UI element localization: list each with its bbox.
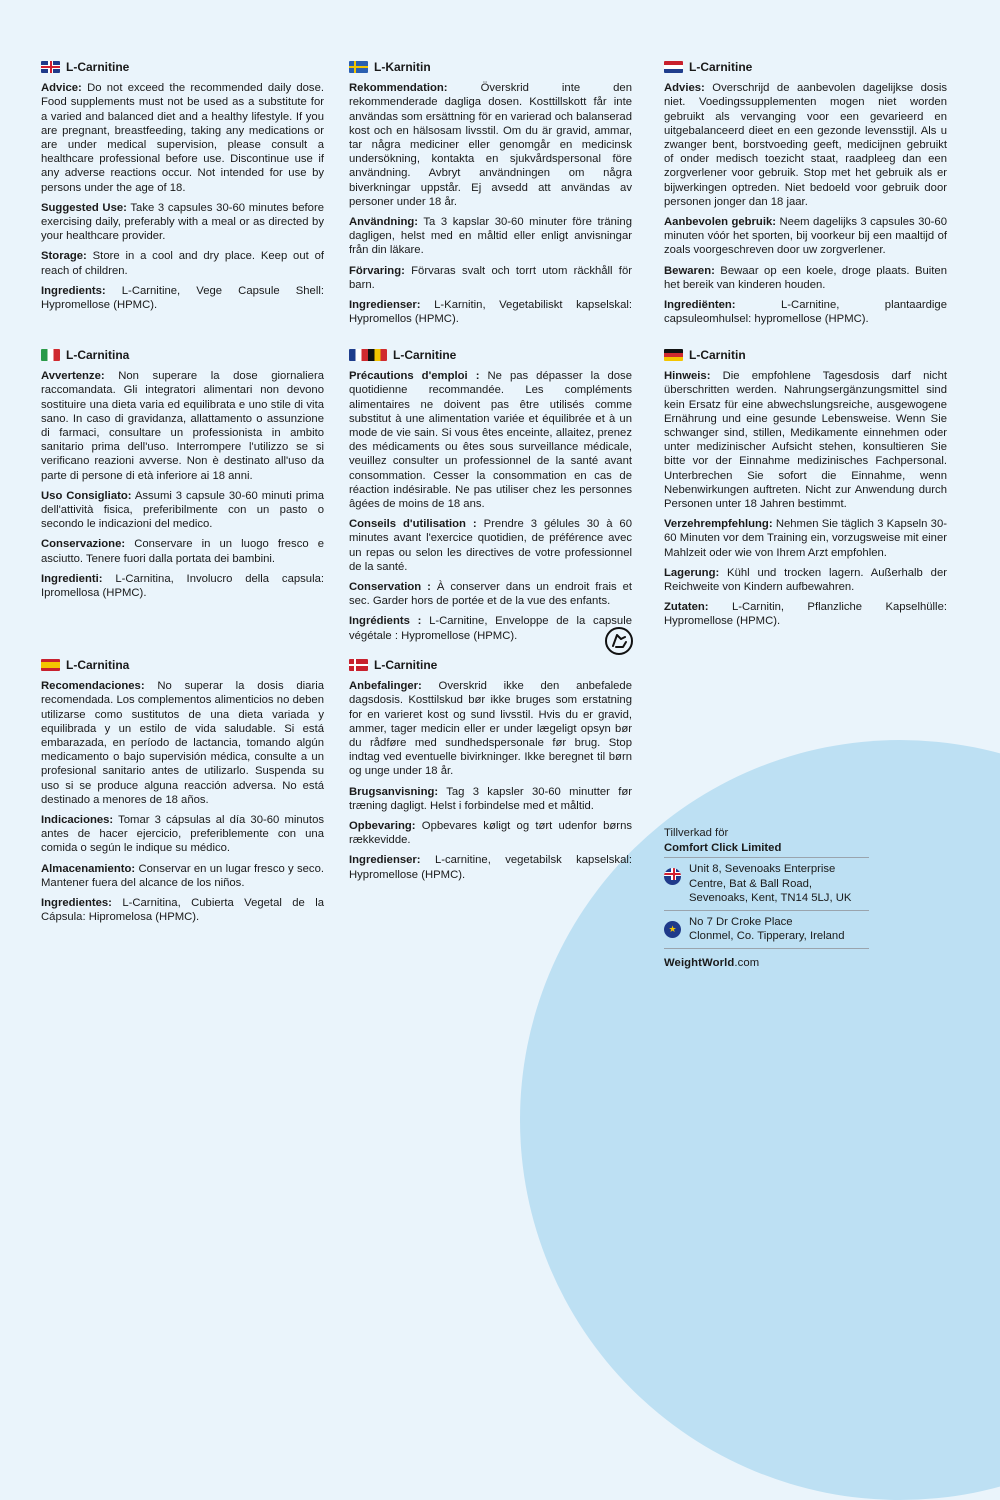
section-paragraph [41,679,324,807]
section-paragraph [664,264,947,292]
paragraph-text: L-Carnitin, Pflanzliche Kapselhülle: Hypromellose (HPMC). [664,601,947,628]
section-paragraph [664,215,947,258]
section-paragraph [349,264,632,292]
section-heading [41,348,324,362]
section-title: L-Carnitine [66,60,130,74]
address-line: Clonmel, Co. Tipperary, Ireland [689,930,845,942]
paragraph-label: Ingredienti: [41,572,103,585]
paragraph-text: Neem dagelijks 3 capsules 30-60 minuten vóór het sporten, bij voorkeur bij een maaltijd of zoals voorgeschreven door uw zorgverlener. [664,216,947,257]
section-title: L-Carnitine [374,658,438,672]
paragraph-text: L-carnitine, vegetabilsk kapselskal: Hypromellose (HPMC). [349,854,632,881]
section-paragraph [41,572,324,600]
paragraph-text: À conserver dans un endroit frais et sec. Garder hors de portée et de la vue des enfants. [349,581,632,608]
section-heading [41,658,324,672]
section-paragraph [349,785,632,813]
paragraph-label: Bewaren: [664,264,715,277]
paragraph-label: Avvertenze: [41,370,105,383]
paragraph-label: Advies: [664,82,705,95]
section-title: L-Carnitina [66,348,130,362]
paragraph-label: Hinweis: [664,370,711,383]
se-flag-icon [349,61,368,73]
recycle-icon [604,626,634,656]
section-paragraph [664,566,947,594]
paragraph-label: Lagerung: [664,566,720,579]
section-en [41,60,324,318]
address-line: Sevenoaks, Kent, TN14 5LJ, UK [689,892,852,904]
paragraph-text: Förvaras svalt och torrt utom räckhåll för barn. [349,264,632,291]
paragraph-label: Ingredienser: [349,299,421,312]
section-paragraph [41,862,324,890]
paragraph-text: Die empfohlene Tagesdosis darf nicht überschritten werden. Nahrungsergänzungsmittel sind kein Ersatz für eine abwechslungsreiche, ausgewogene Ernährung und eine gesunde Lebensweise. Wenn Sie schwanger sind, stillen, Medikamente einnehmen oder unter medizinischer Aufsicht stehen, konsultieren Sie bitte vor der Einnahme medizinisches Fachpersonal. Unterbrechen Sie sofort die Einnahme, wenn Nebenwirkungen auftreten. Nicht zur Anwendung durch Personen unter 18 Jahren bestimmt. [664,370,947,511]
uk-flag-icon [664,868,681,885]
paragraph-label: Précautions d'emploi : [349,370,480,383]
paragraph-text: Overskrid ikke den anbefalede dagsdosis. Kosttilskud bør ikke bruges som erstatning for en varieret kost og sund livsstil. Hvis du er gravid, ammer, tager medicin eller er under lægeligt opsyn bør du rådføre med sundhedspersonale før brug. Stop indtag ved eventuelle bivirkninger. Ikke beregnet til børn og unge under 18 år. [349,680,632,778]
section-paragraph [664,600,947,628]
section-paragraph [349,517,632,574]
paragraph-text: Do not exceed the recommended daily dose. Food supplements must not be used as a substitute for a varied and balanced diet and a healthy lifestyle. If you are pregnant, breastfeeding, taking any medications or are under medical supervision, please consult a healthcare professional before use. Discontinue use if any adverse reactions occur. Not intended for use by persons under the age of 18. [41,82,324,194]
section-paragraph [41,896,324,924]
paragraph-label: Conservation : [349,581,431,594]
paragraph-label: Suggested Use: [41,201,127,214]
paragraph-text: Non superare la dose giornaliera raccomandata. Gli integratori alimentari non devono sostituire una dieta varia ed equilibrata e uno stile di vita sano. In caso di gravidanza, allattamento o assunzione di farmaci, consultare un professionista in ambito sanitario prima dell'uso. Interrompere l'utilizzo se si verificano reazioni avverse. Non è destinato all'uso da parte di persone di età inferiore ai 18 anni. [41,370,324,482]
paragraph-label: Ingredientes: [41,897,112,910]
paragraph-text: Ta 3 kapslar 30-60 minuter före träning dagligen, helst med en måltid eller enligt anvisningar från din läkare. [349,216,632,257]
section-paragraph [349,614,632,642]
section-heading [349,348,632,362]
section-paragraph [349,679,632,778]
manufacturer-label: Tillverkad för [664,827,729,839]
dk-flag-icon [349,659,368,671]
paragraph-text: Ne pas dépasser la dose quotidienne recommandée. Les compléments alimentaires ne doivent pas être utilisés comme substitut à une alimentation variée et équilibrée et à un mode de vie sain. Si vous êtes enceinte, allaitez, prenez des médicaments ou êtes sous surveillance médicale, veuillez consulter un professionnel de la santé avant consommation. Cesser la consommation en cas de réaction indésirable. Ne pas utiliser chez les personnes âgées de moins de 18 ans. [349,370,632,511]
manufacturer-block [664,826,869,970]
paragraph-text: L-Carnitine, plantaardige capsuleomhulsel: hypromellose (HPMC). [664,299,947,326]
section-title: L-Carnitina [66,658,130,672]
paragraph-text: Kühl und trocken lagern. Außerhalb der Reichweite von Kindern aufbewahren. [664,566,947,594]
section-paragraph [664,369,947,511]
paragraph-label: Conseils d'utilisation : [349,518,477,531]
section-paragraph [41,369,324,483]
section-paragraph [664,298,947,326]
address-line: Centre, Bat & Ball Road, [689,877,813,890]
section-es [41,658,324,930]
website-rest: .com [734,956,760,969]
paragraph-label: Almacenamiento: [41,862,136,875]
paragraph-text: L-Karnitin, Vegetabiliskt kapselskal: Hypromellos (HPMC). [349,299,632,326]
paragraph-label: Storage: [41,250,87,263]
section-paragraph [349,298,632,326]
section-paragraph [41,489,324,532]
section-heading [349,658,632,672]
paragraph-label: Ingredients: [41,284,106,297]
paragraph-text: Conservare in un luogo fresco e asciutto. Tenere fuori dalla portata dei bambini. [41,538,324,565]
section-heading [349,60,632,74]
section-heading [41,60,324,74]
uk-flag-icon [41,61,60,73]
paragraph-label: Opbevaring: [349,820,416,833]
paragraph-text: Tomar 3 cápsulas al día 30-60 minutos antes de hacer ejercicio, preferiblemente con una comida o según le indique su médico. [41,814,324,855]
section-title: L-Karnitin [374,60,431,74]
paragraph-text: Tag 3 kapsler 30-60 minutter før træning dagligt. Helst i forbindelse med et måltid. [349,785,632,812]
section-paragraph [41,81,324,195]
section-sv [349,60,632,332]
section-paragraph [349,819,632,847]
section-paragraph [349,369,632,511]
section-heading [664,60,947,74]
frbe-flag-icon [349,349,387,361]
it-flag-icon [41,349,60,361]
section-title: L-Carnitine [689,60,753,74]
paragraph-text: Conservar en un lugar fresco y seco. Mantener fuera del alcance de los niños. [41,862,324,889]
paragraph-label: Verzehrempfehlung: [664,518,773,531]
paragraph-label: Conservazione: [41,538,126,551]
paragraph-text: No superar la dosis diaria recomendada. Los complementos alimenticios no deben utilizarse como sustitutos de una dieta variada y equilibrada y un estilo de vida saludable. Si está embarazada, en período de lactancia, tomando algún medicamento o bajo supervisión médica, consulte a un profesional sanitario antes de utilizarlo. Suspenda su uso si se produce alguna reacción adversa. No está destinado a menores de 18 años. [41,680,324,806]
paragraph-label: Indicaciones: [41,814,114,827]
paragraph-label: Zutaten: [664,601,709,614]
section-paragraph [349,853,632,881]
nl-flag-icon [664,61,683,73]
paragraph-text: Nehmen Sie täglich 3 Kapseln 30-60 Minuten vor dem Training ein, vorzugsweise mit einer Mahlzeit oder wie von Ihrem Arzt empfohlen. [664,518,947,559]
section-paragraph [41,249,324,277]
section-fr [349,348,632,649]
paragraph-text: Take 3 capsules 30-60 minutes before exercising daily, preferably with a meal or as directed by your healthcare provider. [41,201,325,243]
section-paragraph [41,201,324,244]
section-paragraph [349,580,632,608]
section-it [41,348,324,606]
section-title: L-Carnitin [689,348,746,362]
section-paragraph [41,813,324,856]
paragraph-text: Store in a cool and dry place. Keep out of reach of children. [41,250,324,277]
paragraph-label: Recomendaciones: [41,680,145,693]
section-paragraph [349,81,632,209]
address-uk [664,857,869,910]
paragraph-text: Overschrijd de aanbevolen dagelijkse dosis niet. Voedingssupplementen mogen niet worden gebruikt als vervanging voor een gevarieerd en uitgebalanceerd dieet en een gezonde levensstijl. Als u zwanger bent, borstvoeding geeft, medicijnen gebruikt of onder medisch toezicht staat, raadpleeg dan een zorgverlener voor gebruik. Stop met het gebruik als er bijwerkingen optreden. Niet bedoeld voor gebruik door personen jonger dan 18 jaar. [664,82,947,208]
paragraph-text: Bewaar op een koele, droge plaats. Buiten het bereik van kinderen houden. [664,264,947,291]
address-eu [664,910,869,948]
address-line: No 7 Dr Croke Place [689,915,793,928]
section-heading [664,348,947,362]
paragraph-label: Anbefalinger: [349,680,422,693]
es-flag-icon [41,659,60,671]
paragraph-text: Prendre 3 gélules 30 à 60 minutes avant l'exercice quotidien, de préférence avec un repas ou selon les directives de votre professionnel de la santé. [349,518,632,573]
website-bold: WeightWorld [664,956,735,969]
section-da [349,658,632,888]
section-paragraph [41,284,324,312]
paragraph-text: Assumi 3 capsule 30-60 minuti prima dell'attività fisica, preferibilmente con un pasto o secondo le indicazioni del medico. [41,489,325,531]
section-paragraph [349,215,632,258]
paragraph-text: Opbevares køligt og tørt udenfor børns rækkevidde. [349,820,632,847]
de-flag-icon [664,349,683,361]
section-nl [664,60,947,332]
paragraph-label: Rekommendation: [349,82,448,95]
paragraph-label: Ingrediënten: [664,299,736,312]
paragraph-label: Uso Consigliato: [41,489,132,502]
manufacturer-company: Comfort Click Limited [664,841,782,854]
paragraph-label: Förvaring: [349,264,405,277]
paragraph-label: Ingredienser: [349,854,421,867]
paragraph-label: Användning: [349,216,419,229]
section-title: L-Carnitine [393,348,457,362]
paragraph-text: L-Carnitine, Vege Capsule Shell: Hypromellose (HPMC). [41,284,324,312]
paragraph-text: L-Carnitina, Cubierta Vegetal de la Cápsula: Hipromelosa (HPMC). [41,897,324,924]
section-paragraph [664,517,947,560]
paragraph-text: Överskrid inte den rekommenderade dagliga dosen. Kosttillskott får inte användas som ersättning för en varierad och balanserad kost och en hälsosam livsstil. Om du är gravid, ammar, tar några mediciner eller genomgår en medicinsk undersökning, kontakta en sjukvårdspersonal före användning. Avbryt användningen om några biverkningar uppstår. Ej avsedd att användas av personer under 18 år. [349,82,632,208]
paragraph-label: Brugsanvisning: [349,785,439,798]
address-line: Unit 8, Sevenoaks Enterprise [689,863,836,875]
website [664,948,869,971]
paragraph-text: L-Carnitine, Enveloppe de la capsule végétale : Hypromellose (HPMC). [349,615,632,642]
paragraph-label: Advice: [41,82,82,95]
section-de [664,348,947,635]
paragraph-label: Ingrédients : [349,615,422,628]
section-paragraph [41,537,324,565]
eu-flag-icon [664,921,681,938]
paragraph-text: L-Carnitina, Involucro della capsula: Ipromellosa (HPMC). [41,572,324,600]
section-paragraph [664,81,947,209]
paragraph-label: Aanbevolen gebruik: [664,216,777,229]
